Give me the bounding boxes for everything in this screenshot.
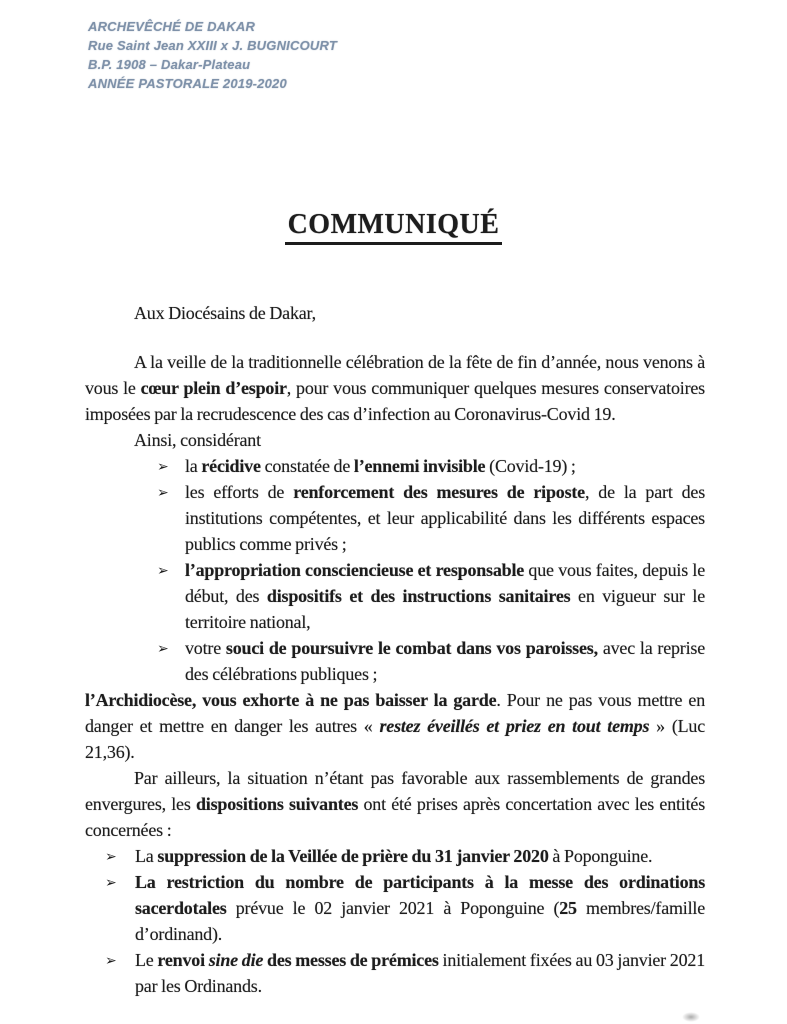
bullet-item — [85, 635, 705, 687]
text-run: initialement fixées au 03 janvier 2021 par les Ordinands. — [135, 950, 705, 996]
letterhead-street: Rue Saint Jean XXIII x J. BUGNICOURT — [88, 38, 337, 53]
text-run: sine die — [208, 950, 264, 970]
text-run: (Covid-19) ; — [485, 456, 576, 476]
text-run: . Pour ne pas vous mettre en danger et mettre en danger les autres « — [85, 690, 706, 736]
text-run: dispositifs et des instructions sanitaires — [266, 586, 571, 606]
text-run: l’ennemi invisible — [353, 456, 486, 476]
bullet-arrow-icon: ➢ — [105, 849, 117, 865]
text-run: l’Archidiocèse, vous exhorte à ne pas baisser la garde — [85, 690, 497, 710]
bullet-arrow-icon: ➢ — [105, 875, 117, 891]
text-run: des messes de prémices — [267, 950, 439, 970]
text-run: avec la reprise des célébrations publiques ; — [185, 638, 706, 684]
bullet-item — [85, 869, 705, 947]
scan-smudge — [682, 1012, 700, 1022]
document-body-blocks — [85, 349, 705, 999]
text-run: A la veille de la traditionnelle célébration de la fête de fin d’année, nous venons à vous le — [85, 352, 705, 398]
bullet-arrow-icon: ➢ — [157, 563, 169, 579]
bullet-item — [85, 453, 705, 479]
text-run: l’appropriation consciencieuse et responsable — [185, 560, 525, 580]
salutation: Aux Diocésains de Dakar, — [134, 303, 316, 323]
text-run: Le — [135, 950, 158, 970]
text-run: cœur plein d’espoir — [140, 378, 287, 398]
text-run: membres/famille d’ordinand). — [135, 898, 705, 944]
text-run: récidive — [201, 456, 261, 476]
bullet-item — [85, 843, 705, 869]
letterhead-org-name: ARCHEVÊCHÉ DE DAKAR — [88, 19, 256, 34]
text-run: la — [185, 456, 202, 476]
paragraph — [85, 427, 705, 453]
letterhead-po-box: B.P. 1908 – Dakar-Plateau — [88, 57, 251, 72]
bullet-arrow-icon: ➢ — [157, 641, 169, 657]
text-run: Par ailleurs, la situation n’étant pas favorable aux rassemblements de grandes envergures, les — [85, 768, 705, 814]
text-run: restez éveillés et priez en tout temps — [379, 716, 650, 736]
bullet-arrow-icon: ➢ — [105, 953, 117, 969]
paragraph — [85, 687, 705, 765]
text-run: La restriction du nombre de participants à la messe des ordinations sacerdotales — [135, 872, 705, 918]
text-run: renvoi — [157, 950, 205, 970]
text-run: , de la part des institutions compétentes, et leur applicabilité dans les différents espaces publics comme privés ; — [185, 482, 706, 554]
text-run: , pour vous communiquer quelques mesures conservatoires imposées par la recrudescence des cas d’infection au Coronavirus-Covid 19. — [85, 378, 705, 424]
text-run: prévue le 02 janvier 2021 à Poponguine ( — [226, 898, 560, 918]
text-run: souci de poursuivre le combat dans vos paroisses, — [225, 638, 598, 658]
paragraph — [85, 349, 705, 427]
bullet-item — [85, 557, 705, 635]
text-run: ont été prises après concertation avec les entités concernées : — [85, 794, 705, 840]
text-run: votre — [185, 638, 226, 658]
paragraph — [85, 765, 705, 843]
text-run: 25 — [559, 898, 577, 918]
letterhead-pastoral-year: ANNÉE PASTORALE 2019-2020 — [88, 76, 287, 91]
bullet-arrow-icon: ➢ — [157, 459, 169, 475]
text-run: La — [135, 846, 158, 866]
text-run: dispositions suivantes — [195, 794, 359, 814]
text-run: Ainsi, considérant — [134, 430, 261, 450]
text-run: en vigueur sur le territoire national, — [185, 586, 705, 632]
text-run: que vous faites, depuis le début, des — [185, 560, 705, 606]
text-run: les efforts de — [185, 482, 294, 502]
document-title: COMMUNIQUÉ — [285, 209, 503, 245]
text-run: constatée de — [260, 456, 354, 476]
bullet-item — [85, 947, 705, 999]
bullet-arrow-icon: ➢ — [157, 485, 169, 501]
document-body — [85, 300, 705, 999]
text-run: » (Luc 21,36). — [85, 716, 706, 762]
text-run: renforcement des mesures de riposte — [293, 482, 585, 502]
letterhead — [0, 0, 787, 93]
title-block — [0, 209, 787, 245]
bullet-item — [85, 479, 705, 557]
text-run: à Poponguine. — [548, 846, 653, 866]
text-run: suppression de la Veillée de prière du 31 janvier 2020 — [157, 846, 549, 866]
